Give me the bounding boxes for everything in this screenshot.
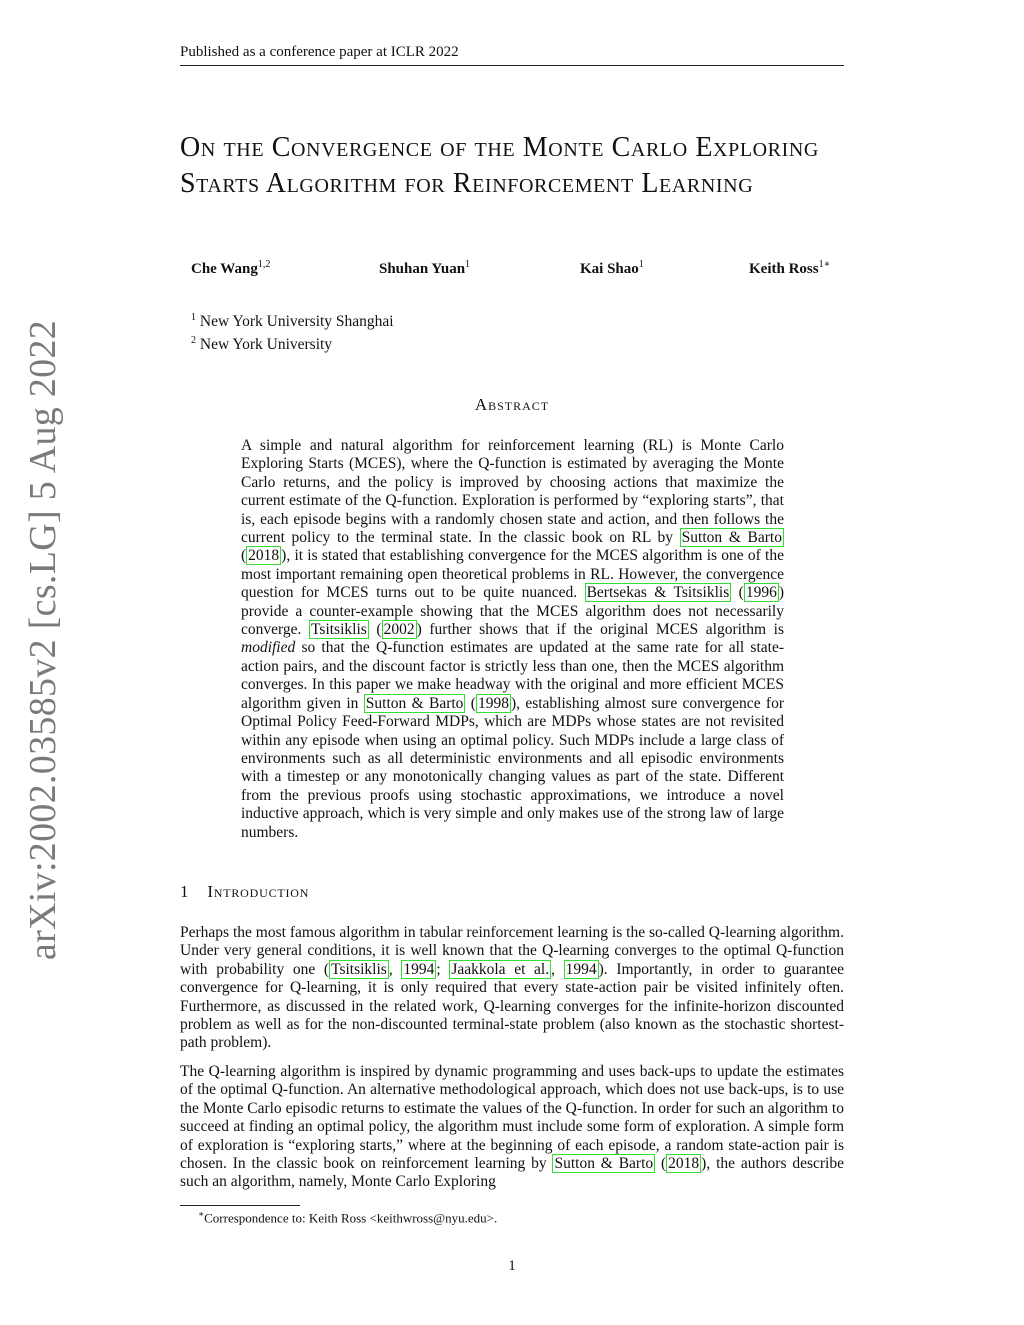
- affiliation: [191, 331, 394, 354]
- author-name: Kai Shao: [580, 261, 639, 277]
- citation-year-link[interactable]: 1994: [565, 960, 597, 978]
- author-shuhan-yuan: [379, 259, 470, 278]
- citation-link[interactable]: Sutton & Barto: [554, 1155, 654, 1173]
- section-heading-introduction: [180, 882, 309, 902]
- emphasis-modified: modified: [241, 639, 296, 657]
- citation-link[interactable]: Sutton & Barto: [681, 529, 782, 547]
- arxiv-identifier-stamp: arXiv:2002.03585v2 [cs.LG] 5 Aug 2022: [22, 319, 64, 961]
- author-name: Che Wang: [191, 261, 258, 277]
- abstract-text: provide a counter-example showing that the MCES algorithm does not necessarily converge.: [241, 602, 784, 639]
- author-che-wang: [191, 259, 270, 278]
- citation-link[interactable]: Jaakkola et al.: [451, 960, 550, 978]
- abstract-heading: Abstract: [474, 395, 550, 414]
- author-name: Shuhan Yuan: [379, 261, 466, 277]
- author-affil-mark: 1: [638, 259, 644, 270]
- citation-link[interactable]: Sutton & Barto: [365, 694, 464, 712]
- footnote: [198, 1209, 497, 1226]
- body-text: The Q-learning algorithm is inspired by dynamic programming and uses back-ups to update the estimates of the optimal Q-function. An alternative methodological approach, which does not use back-ups, is to use the Monte Carlo episodic returns to estimate the values of the Q-function. In order for such an algorithm to succeed at finding an optimal policy, the algorithm must include some form of exploration. A simple form of exploration is “exploring starts,” where at the beginning of each episode, a random state-action pair is chosen. In the classic book on reinforcement learning by: [180, 1063, 844, 1173]
- citation-link[interactable]: Tsitsiklis: [311, 621, 367, 639]
- author-keith-ross: [749, 259, 830, 278]
- citation-year-link[interactable]: 1994: [403, 960, 435, 978]
- abstract-text: , it is stated that establishing convergence for the MCES algorithm is one of the most important remaining open theoretical problems in RL. However, the convergence question for MCES turns out to be quite nuanced.: [241, 547, 784, 602]
- affiliation-list: [191, 308, 394, 354]
- affiliation-name: New York University Shanghai: [199, 313, 394, 331]
- page-number: 1: [508, 1258, 516, 1274]
- citation-year-link[interactable]: 1996: [745, 584, 777, 602]
- abstract-text: further shows that if the original MCES algorithm is: [429, 621, 784, 639]
- abstract-text: A simple and natural algorithm for reinforcement learning (RL) is Monte Carlo Exploring Starts (MCES), where the Q-function is estimated by averaging the Monte Carlo returns, and the policy is improved by choosing actions that maximize the current estimate of the Q-function. Exploration is performed by “exploring starts”, that is, each episode begins with a randomly chosen state and action, and then follows the current policy to the terminal state. In the classic book on RL by: [241, 437, 784, 547]
- citation-year-link[interactable]: 2018: [668, 1155, 700, 1173]
- intro-paragraph-2: The Q-learning algorithm is inspired by dynamic programming and uses back-ups to update the estimates of the optimal Q-function. An alternative methodological approach, which does not use back-ups, is to use the Monte Carlo episodic returns to estimate the values of the Q-function. In order for such an algorithm to succeed at finding an optimal policy, the algorithm must include some form of exploration. A simple form of exploration is “exploring starts,” where at the beginning of each episode, a random state-action pair is chosen. In the classic book on reinforcement learning by Sutton & Barto ( 2018 ), the authors describe such an algorithm, namely, Monte Carlo Exploring: [180, 1063, 844, 1191]
- affiliation-mark: 1: [191, 312, 196, 323]
- citation-link[interactable]: Tsitsiklis: [331, 960, 387, 978]
- running-header: Published as a conference paper at ICLR 2022: [180, 44, 844, 66]
- body-text: , the authors describe such an algorithm, namely, Monte Carlo Exploring: [180, 1155, 844, 1191]
- author-kai-shao: [580, 259, 644, 278]
- section-title: Introduction: [207, 882, 310, 901]
- citation-year-link[interactable]: 1998: [477, 694, 509, 712]
- section-number: 1: [180, 882, 190, 901]
- author-list: [0, 259, 1024, 279]
- footnote-divider: [180, 1205, 300, 1206]
- intro-paragraph-1: Perhaps the most famous algorithm in tabular reinforcement learning is the so-called Q-learning algorithm. Under very general conditions, it is well known that the Q-learning converges to the optimal Q-function with probability one ( Tsitsiklis , 1994 ; Jaakkola et al. , 1994 ). Importantly, in order to guarantee convergence for Q-learning, it is only required that every state-action pair be visited infinitely often. Furthermore, as discussed in the related work, Q-learning converges for the infinite-horizon discounted problem as well as for the non-discounted terminal-state problem (also known as the stochastic shortest-path problem).: [180, 924, 845, 1052]
- footnote-mark: ∗: [198, 1209, 205, 1219]
- author-affil-mark: 1: [465, 259, 471, 270]
- author-name: Keith Ross: [749, 261, 819, 277]
- abstract-text: so that the Q-function estimates are updated at the same rate for all state-action pairs, and the discount factor is strictly less than one, then the MCES algorithm converges. In this paper we make headway with the original and more efficient MCES algorithm given in: [241, 639, 784, 712]
- affiliation: [191, 308, 394, 331]
- abstract-text: , establishing almost sure convergence for Optimal Policy Feed-Forward MDPs, which are MDPs whose states are not revisited within any episode when using an optimal policy. Such MDPs include a large class of environments such as all deterministic environments and all episodic environments with a timestep or any monotonically changing values as part of the state. Different from the previous proofs using stochastic approximations, we introduce a novel inductive approach, which is very simple and only makes use of the strong law of large numbers.: [241, 694, 784, 841]
- affiliation-name: New York University: [199, 336, 333, 354]
- body-text: ). Importantly, in order to guarantee convergence for Q-learning, it is only required that every state-action pair be visited infinitely often. Furthermore, as discussed in the related work, Q-learning converges for the infinite-horizon discounted problem as well as for the non-discounted terminal-state problem (also known as the stochastic shortest-path problem).: [180, 960, 845, 1052]
- paper-title: On the Convergence of the Monte Carlo Exploring Starts Algorithm for Reinforcement Learning: [180, 132, 819, 199]
- citation-link[interactable]: Bertsekas & Tsitsiklis: [586, 584, 730, 602]
- abstract-body: A simple and natural algorithm for reinforcement learning (RL) is Monte Carlo Exploring Starts (MCES), where the Q-function is estimated by averaging the Monte Carlo returns, and the policy is improved by choosing actions that maximize the current estimate of the Q-function. Exploration is performed by “exploring starts”, that is, each episode begins with a randomly chosen state and action, and then follows the current policy to the terminal state. In the classic book on RL by Sutton & Barto ( 2018 ), it is stated that establishing convergence for the MCES algorithm is one of the most important remaining open theoretical problems in RL. However, the convergence question for MCES turns out to be quite nuanced. Bertsekas & Tsitsiklis ( 1996 ) provide a counter-example showing that the MCES algorithm does not necessarily converge. Tsitsiklis ( 2002 ) further shows that if the original MCES algorithm is modified so that the Q-function estimates are updated at the same rate for all state-action pairs, and the discount factor is strictly less than one, then the MCES algorithm converges. In this paper we make headway with the original and more efficient MCES algorithm given in Sutton & Barto ( 1998 ), establishing almost sure convergence for Optimal Policy Feed-Forward MDPs, which are MDPs whose states are not revisited within any episode when using an optimal policy. Such MDPs include a large class of environments such as all deterministic environments and all episodic environments with a timestep or any monotonically changing values as part of the state. Different from the previous proofs using stochastic approximations, we introduce a novel inductive approach, which is very simple and only makes use of the strong law of large numbers.: [241, 437, 784, 841]
- author-affil-mark: 1,2: [257, 259, 271, 270]
- citation-year-link[interactable]: 2018: [248, 547, 280, 565]
- citation-year-link[interactable]: 2002: [383, 621, 415, 639]
- affiliation-mark: 2: [191, 335, 196, 347]
- author-affil-mark: 1∗: [818, 259, 831, 270]
- footnote-text: Correspondence to: Keith Ross <keithwross@nyu.edu>.: [204, 1210, 498, 1226]
- body-text: Perhaps the most famous algorithm in tabular reinforcement learning is the so-called Q-learning algorithm. Under very general conditions, it is well known that the Q-learning converges to the optimal Q-function with probability one (: [180, 924, 844, 978]
